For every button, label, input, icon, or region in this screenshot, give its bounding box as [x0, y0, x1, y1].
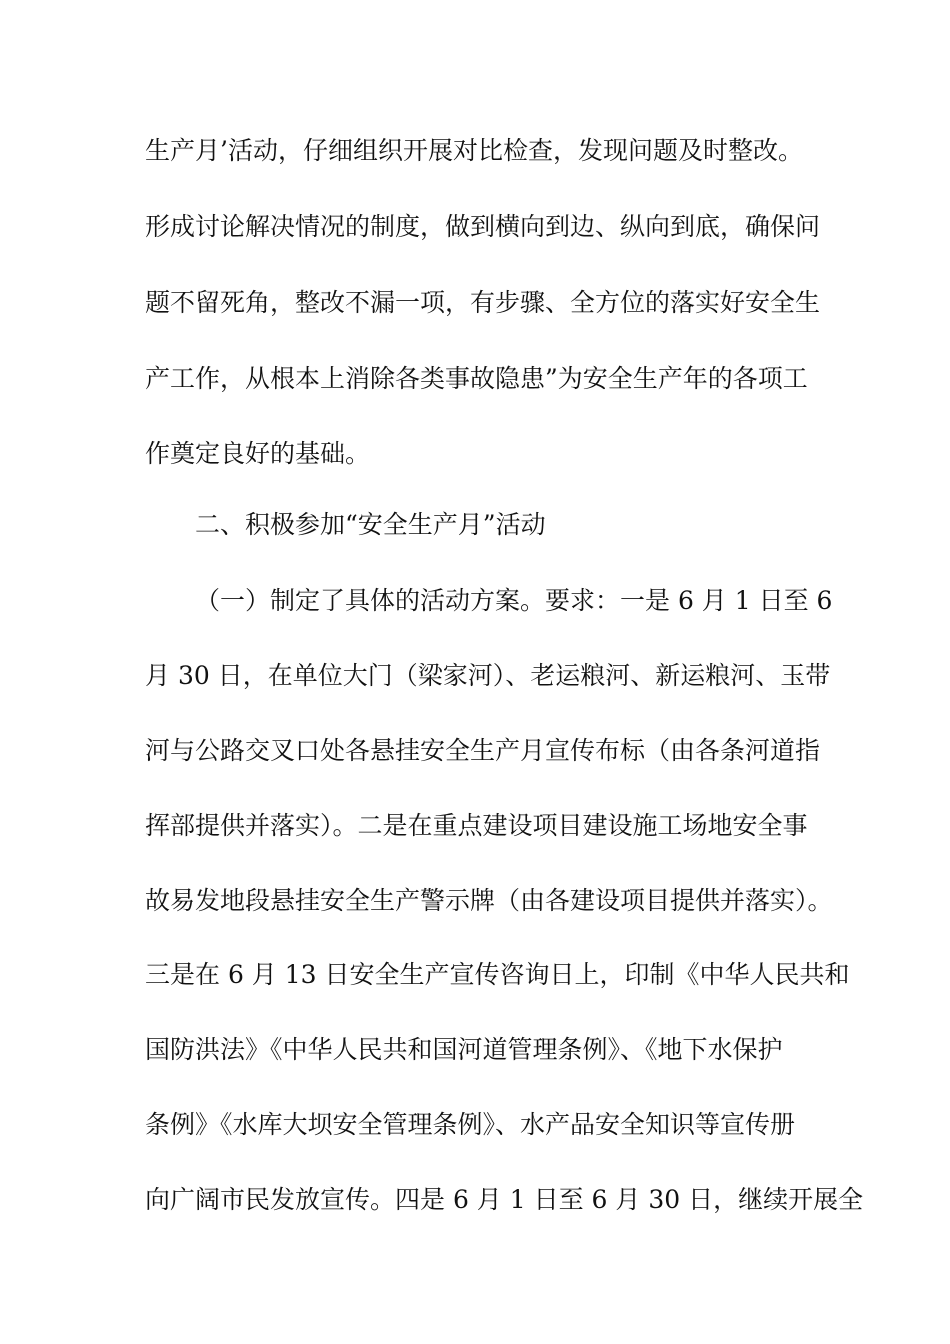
- body-text-line: 故易发地段悬挂安全生产警示牌（由各建设项目提供并落实）。: [145, 886, 833, 915]
- body-text-line: 题不留死角，整改不漏一项，有步骤、全方位的落实好安全生: [145, 288, 821, 317]
- body-text-line: 挥部提供并落实）。二是在重点建设项目建设施工场地安全事: [145, 811, 808, 840]
- body-text-line: 产工作，从根本上消除各类事故隐患”为安全生产年的各项工: [145, 364, 808, 393]
- body-text-line: （一）制定了具体的活动方案。要求：一是 6 月 1 日至 6: [195, 586, 833, 615]
- body-text-line: 国防洪法》《中华人民共和国河道管理条例》、《地下水保护: [145, 1035, 783, 1064]
- body-text-line: 作奠定良好的基础。: [145, 439, 371, 468]
- body-text-line: 河与公路交叉口处各悬挂安全生产月宣传布标（由各条河道指: [145, 736, 821, 765]
- body-text-line: 生产月’活动，仔细组织开展对比检查，发现问题及时整改。: [145, 136, 803, 165]
- section-heading: 二、积极参加“安全生产月”活动: [195, 510, 546, 539]
- body-text-line: 条例》《水库大坝安全管理条例》、水产品安全知识等宣传册: [145, 1110, 796, 1139]
- body-text-line: 月 30 日，在单位大门（梁家河）、老运粮河、新运粮河、玉带: [145, 661, 831, 690]
- body-text-line: 形成讨论解决情况的制度，做到横向到边、纵向到底，确保问: [145, 212, 821, 241]
- body-text-line: 三是在 6 月 13 日安全生产宣传咨询日上，印制《中华人民共和: [145, 960, 850, 989]
- body-text-line: 向广阔市民发放宣传。四是 6 月 1 日至 6 月 30 日，继续开展全: [145, 1185, 864, 1214]
